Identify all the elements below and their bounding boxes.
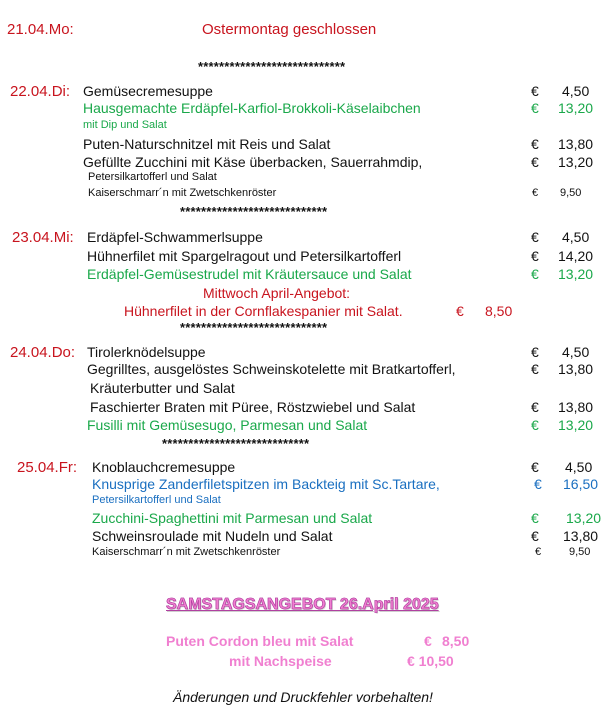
menu-item-price: 9,50 [569, 546, 591, 558]
menu-item-name: Zucchini-Spaghettini mit Parmesan und Salat [92, 510, 373, 526]
currency-symbol: € [531, 361, 539, 377]
menu-item-name: Schweinsroulade mit Nudeln und Salat [92, 528, 333, 544]
menu-item-name: Fusilli mit Gemüsesugo, Parmesan und Salat [87, 417, 368, 433]
menu-item-name: Erdäpfel-Schwammerlsuppe [87, 229, 263, 245]
day-label-wednesday: 23.04.Mi: [12, 229, 74, 246]
menu-item-name: Kaiserschmarr´n mit Zwetschkenröster [88, 187, 277, 199]
menu-item-sub: Petersilkartofferl und Salat [92, 494, 221, 506]
menu-item-sub: mit Dip und Salat [83, 119, 167, 131]
menu-item-name: Hühnerfilet mit Spargelragout und Petersilkartofferl [87, 248, 402, 264]
menu-item-name: Gegrilltes, ausgelöstes Schweinskotelette mit Bratkartofferl, [87, 361, 456, 377]
menu-item-price: 13,80 [558, 399, 594, 415]
currency-symbol: € [531, 154, 539, 170]
menu-item-price: 16,50 [563, 476, 599, 492]
menu-item-price: 13,80 [558, 361, 594, 377]
currency-symbol: € [531, 528, 539, 544]
currency-symbol: € [531, 229, 539, 245]
day-label-friday: 25.04.Fr: [17, 459, 78, 476]
menu-item-name: Hausgemachte Erdäpfel-Karfiol-Brokkoli-Käselaibchen [83, 100, 421, 116]
currency-symbol: € [531, 83, 539, 99]
separator-stars: **************************** [180, 204, 328, 219]
menu-item-name: Gemüsecremesuppe [83, 83, 213, 99]
currency-symbol: € [531, 459, 539, 475]
saturday-offer-item: Puten Cordon bleu mit Salat [166, 633, 354, 649]
separator-stars: **************************** [198, 59, 346, 74]
menu-item-sub: Petersilkartofferl und Salat [88, 171, 217, 183]
currency-symbol: € [531, 417, 539, 433]
currency-symbol: € [531, 266, 539, 282]
menu-item-name: Tirolerknödelsuppe [87, 344, 206, 360]
monday-closed-note: Ostermontag geschlossen [202, 21, 377, 38]
currency-symbol: € [456, 303, 464, 319]
currency-symbol: € [532, 187, 539, 199]
wednesday-offer-title: Mittwoch April-Angebot: [203, 285, 351, 301]
currency-symbol: € [534, 476, 542, 492]
menu-item-sub: Kräuterbutter und Salat [90, 380, 235, 396]
saturday-offer-dessert-price: € 10,50 [407, 653, 454, 669]
menu-item-price: 4,50 [562, 344, 590, 360]
menu-item-price: 13,20 [558, 100, 594, 116]
menu-item-name: Faschierter Braten mit Püree, Röstzwiebel und Salat [90, 399, 416, 415]
saturday-offer-title: SAMSTAGSANGEBOT 26.April 2025 [166, 596, 439, 613]
currency-symbol: € [535, 546, 542, 558]
menu-item-price: 14,20 [558, 248, 594, 264]
menu-item-price: 4,50 [565, 459, 593, 475]
menu-item-name: Puten-Naturschnitzel mit Reis und Salat [83, 136, 331, 152]
currency-symbol: € [424, 633, 432, 649]
menu-item-name: Gefüllte Zucchini mit Käse überbacken, Sauerrahmdip, [83, 154, 423, 170]
day-label-monday: 21.04.Mo: [7, 21, 74, 38]
separator-stars: **************************** [162, 436, 310, 451]
currency-symbol: € [531, 100, 539, 116]
day-label-tuesday: 22.04.Di: [10, 83, 71, 100]
menu-item-price: 4,50 [562, 83, 590, 99]
menu-item-price: 13,20 [558, 266, 594, 282]
wednesday-offer-text: Hühnerfilet in der Cornflakespanier mit Salat. [124, 303, 403, 319]
menu-item-name: Knusprige Zanderfiletspitzen im Backteig mit Sc.Tartare, [92, 476, 440, 492]
menu-item-price: 9,50 [560, 187, 582, 199]
menu-item-name: Erdäpfel-Gemüsestrudel mit Kräutersauce und Salat [87, 266, 412, 282]
menu-item-price: 13,20 [558, 417, 594, 433]
footer-disclaimer: Änderungen und Druckfehler vorbehalten! [173, 689, 433, 705]
currency-symbol: € [531, 510, 539, 526]
currency-symbol: € [531, 344, 539, 360]
menu-item-price: 13,20 [558, 154, 594, 170]
currency-symbol: € [531, 399, 539, 415]
menu-item-price: 13,20 [566, 510, 602, 526]
saturday-offer-price: 8,50 [442, 633, 470, 649]
menu-item-name: Knoblauchcremesuppe [92, 459, 236, 475]
saturday-offer-dessert: mit Nachspeise [229, 653, 332, 669]
menu-item-name: Kaiserschmarr´n mit Zwetschkenröster [92, 546, 281, 558]
menu-item-price: 4,50 [562, 229, 590, 245]
menu-item-price: 13,80 [558, 136, 594, 152]
day-label-thursday: 24.04.Do: [10, 344, 76, 361]
wednesday-offer-price: 8,50 [485, 303, 513, 319]
separator-stars: **************************** [180, 320, 328, 335]
menu-item-price: 13,80 [563, 528, 599, 544]
currency-symbol: € [531, 136, 539, 152]
currency-symbol: € [531, 248, 539, 264]
